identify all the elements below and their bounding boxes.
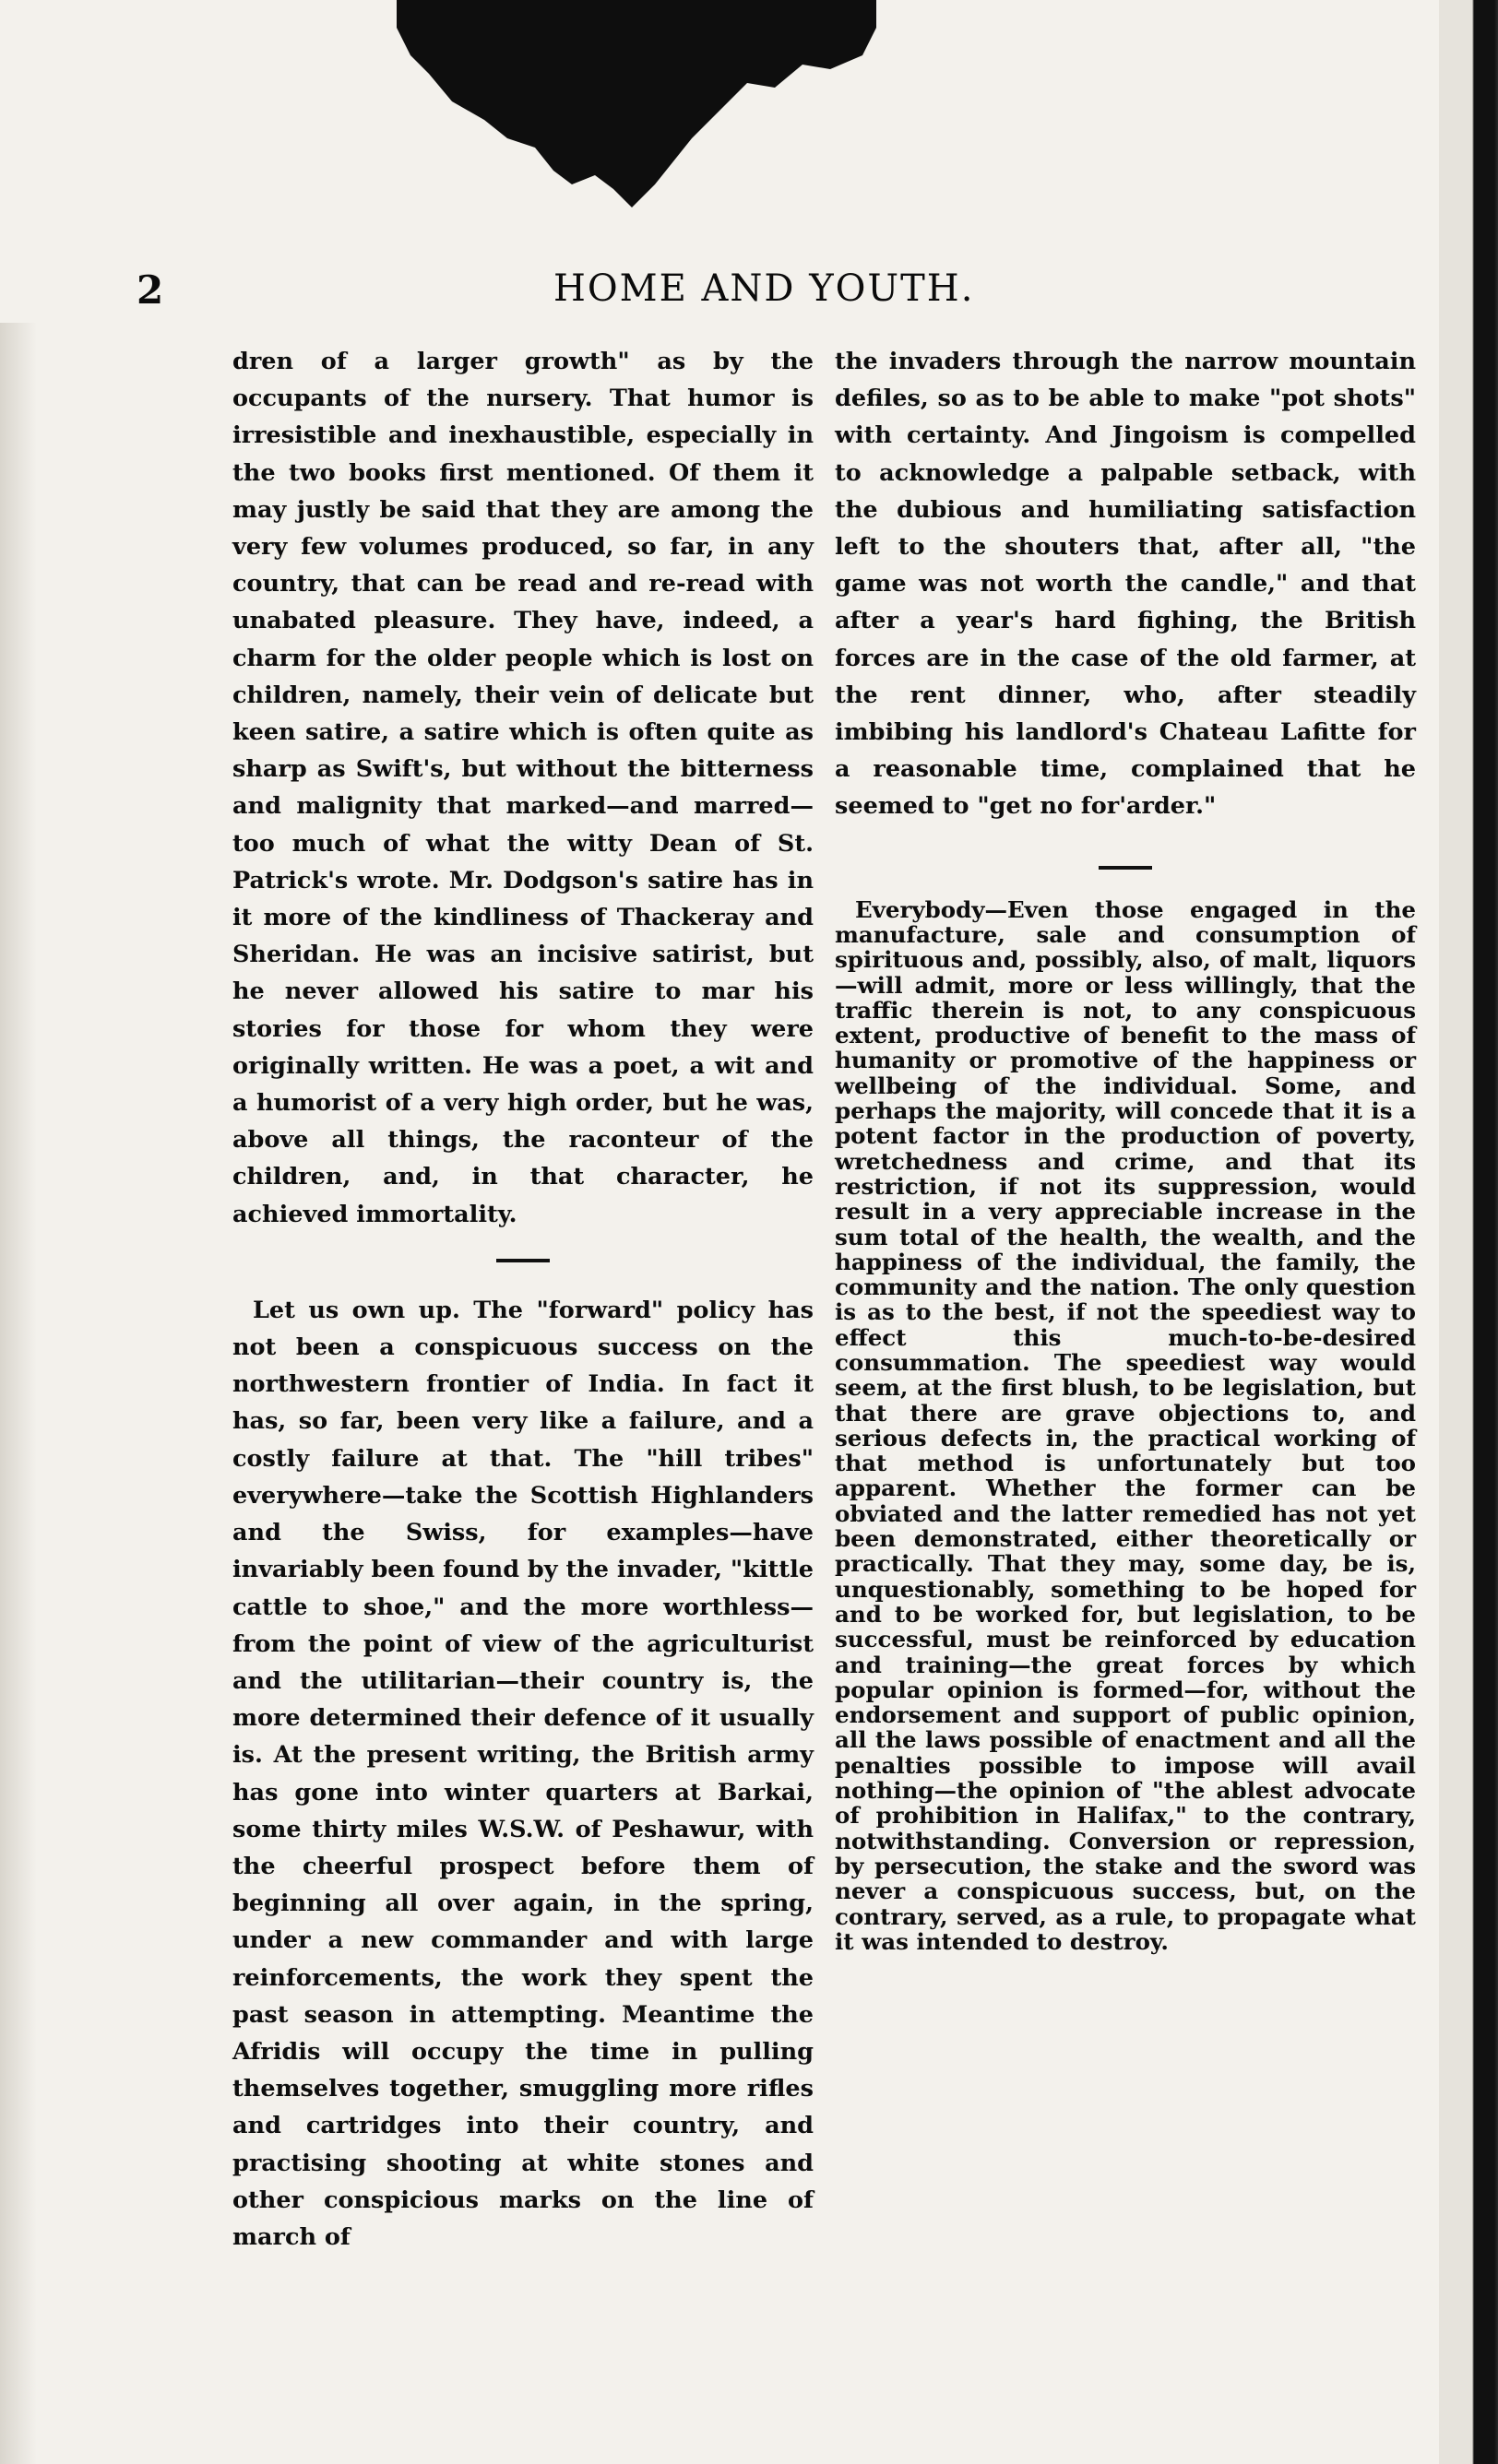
right-paragraph-1: the invaders through the narrow mountain defiles, so as to be able to make "pot shots" with certainty. And Jingoism is compelled to acknowledge a palpable setback, with the dubious and humiliating satisfaction left to the shouters that, after all, "the game was not worth the candle," and that after a year's hard fighing, the British forces are in the case of the old farmer, at the rent dinner, who, after steadily imbibing his landlord's Chateau Lafitte for a reasonable time, complained that he seemed to "get no for'arder."	[835, 348, 1416, 821]
section-divider	[1099, 866, 1152, 870]
left-paragraph-2: Let us own up. The "forward" policy has not been a conspicuous success on the northwestern frontier of India. In fact it has, so far, been very like a failure, and a costly failure at that. The "hill tribes" everywhere—take the Scottish Highlanders and the Swiss, for examples—have invariably been found by the invader, "kittle cattle to shoe," and the more worthless—from the point of view of the agriculturist and the utilitarian—their country is, the more determined their defence of it usually is. At the present writing, the British army has gone into winter quarters at Barkai, some thirty miles W.S.W. of Peshawur, with the cheerful prospect before them of beginning all over again, in the spring, under a new commander and with large reinforcements, the work they spent the past season in attempting. Meantime the Afridis will occupy the time in pulling themselves together, smuggling more rifles and cartridges into their country, and practising shooting at white stones and other conspicious marks on the line of march of	[232, 1296, 814, 2251]
page-binding-edge	[1439, 0, 1498, 2464]
page-number: 2	[137, 267, 164, 313]
right-paragraph-2: Everybody—Even those engaged in the manufacture, sale and consumption of spirituous and, possibly, also, of malt, liquors—will admit, more or less willingly, that the traffic therein is not, to any conspicuous extent, productive of benefit to the mass of humanity or promotive of the happiness or wellbeing of the individual. Some, and perhaps the majority, will concede that it is a potent factor in the production of poverty, wretchedness and crime, and that its restriction, if not its suppression, would result in a very appreciable increase in the sum total of the health, the wealth, and the happiness of the individual, the family, the community and the nation. The only question is as to the best, if not the speediest way to effect this much-to-be-desired consummation. The speediest way would seem, at the first blush, to be legislation, but that there are grave objections to, and serious defects in, the practical working of that method is unfortunately but too apparent. Whether the former can be obviated and the latter remedied has not yet been demonstrated, either theoretically or practically. That they may, some day, be is, unquestionably, something to be hoped for and to be worked for, but legislation, to be successful, must be reinforced by education and training—the great forces by which popular opinion is formed—for, without the endorsement and support of public opinion, all the laws possible of enactment and all the penalties possible to impose will avail nothing—the opinion of "the ablest advocate of prohibition in Halifax," to the contrary, notwithstanding. Conversion or repression, by persecution, the stake and the sword was never a conspicuous success, but, on the contrary, served, as a rule, to propagate what it was intended to destroy.	[835, 895, 1416, 1955]
left-column	[232, 343, 814, 2256]
right-column	[835, 343, 1416, 1954]
section-divider	[496, 1259, 550, 1262]
running-head: HOME AND YOUTH.	[553, 267, 975, 310]
left-paragraph-1: dren of a larger growth" as by the occupants of the nursery. That humor is irresistible and inexhaustible, especially in the two books first mentioned. Of them it may justly be said that they are among the very few volumes produced, so far, in any country, that can be read and re-read with unabated pleasure. They have, indeed, a charm for the older people which is lost on children, namely, their vein of delicate but keen satire, a satire which is often quite as sharp as Swift's, but without the bitterness and malignity that marked—and marred—too much of what the witty Dean of St. Patrick's wrote. Mr. Dodgson's satire has in it more of the kindliness of Thackeray and Sheridan. He was an incisive satirist, but he never allowed his satire to mar his stories for those for whom they were originally written. He was a poet, a wit and a humorist of a very high order, but he was, above all things, the raconteur of the children, and, in that character, he achieved immortality.	[232, 348, 814, 1228]
torn-corner	[397, 0, 876, 212]
page-edge-shadow	[0, 323, 37, 2464]
